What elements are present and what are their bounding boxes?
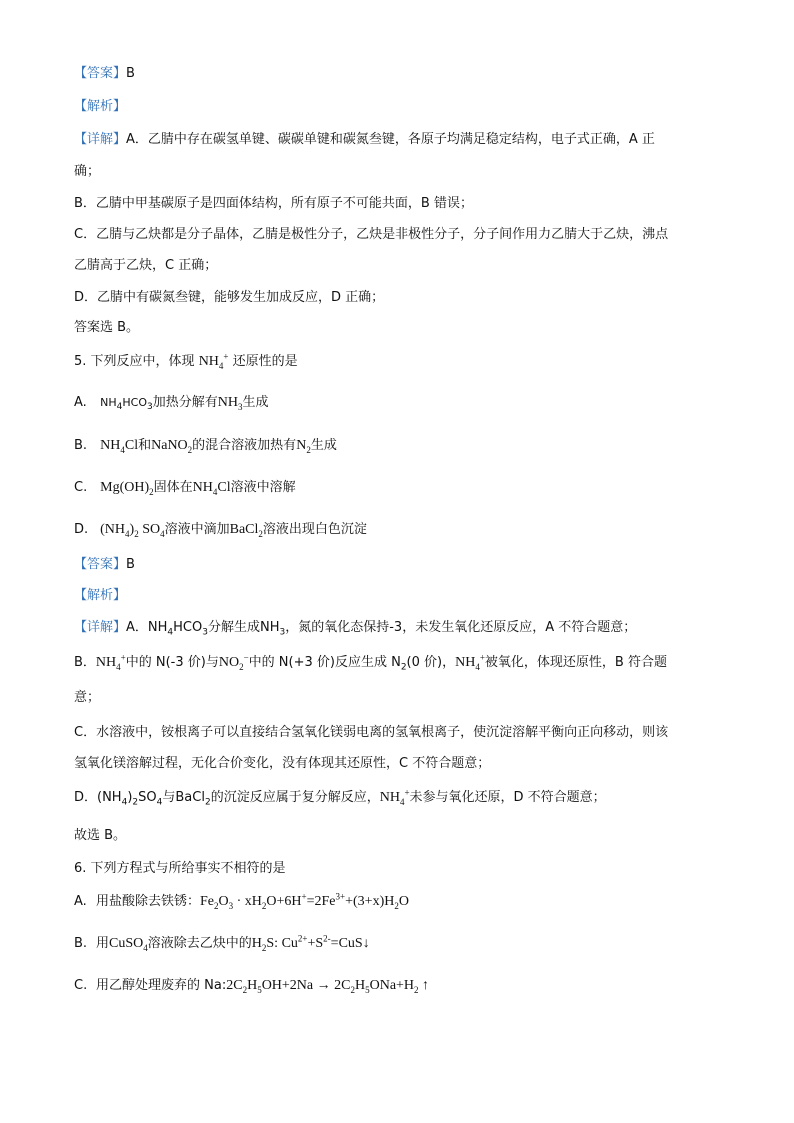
option-text: 用 xyxy=(96,936,110,951)
q5-stem-b: 还原性的是 xyxy=(232,354,298,369)
detail-text: 未参与氧化还原，D 不符合题意； xyxy=(409,790,606,805)
formula: $NH_4^+$ xyxy=(95,652,126,672)
equation: $H_2S$: $Cu^{2+}+S^{2-}=CuS↓$ xyxy=(251,933,370,953)
detail-line-2g: 故选 B。 xyxy=(74,828,127,843)
detail-text: 的沉淀反应属于复分解反应， xyxy=(210,790,380,805)
option-letter: C. xyxy=(74,480,88,495)
equation: $Fe_2O_3 \cdot xH_2O+6H^+=2Fe^{3+}+(3+x)H_2O$ xyxy=(200,891,409,911)
option-text: 溶液中溶解 xyxy=(230,480,296,495)
detail-text: 与 xyxy=(162,790,176,805)
detail-line-1c: B．乙腈中甲基碳原子是四面体结构，所有原子不可能共面，B 错误； xyxy=(74,196,473,211)
detail-text: 被氧化，体现还原性，B 符合题 xyxy=(484,655,667,670)
formula: $NH_4^+$ xyxy=(379,787,410,807)
detail-line-1d: C．乙腈与乙炔都是分子晶体，乙腈是极性分子，乙炔是非极性分子，分子间作用力乙腈大于乙炔，沸点 xyxy=(74,227,669,242)
detail-text: A． xyxy=(126,620,148,635)
option-text: 和 xyxy=(138,438,152,453)
detail-text: ，氮的氧化态保持-3，未发生氧化还原反应，A 不符合题意； xyxy=(285,620,637,635)
option-letter: C. xyxy=(74,978,88,993)
detail-text: D． xyxy=(74,790,98,805)
detail-text: A．乙腈中存在碳氢单键、碳碳单键和碳氮叁键，各原子均满足稳定结构，电子式正确，A 正 xyxy=(126,132,655,147)
detail-line-2f xyxy=(74,788,606,808)
option-text: 溶液中滴加 xyxy=(164,522,230,537)
detail-line-2c: 意； xyxy=(74,690,101,705)
q5-ion-nh4: $NH_4^+$ xyxy=(198,351,229,371)
analysis-line-2 xyxy=(74,586,126,606)
analysis-tag: 【解析】 xyxy=(74,588,127,603)
formula: $NO_2^-$ xyxy=(218,652,249,672)
formula: $NH_3$ xyxy=(217,395,243,412)
q6-option-a xyxy=(74,892,409,912)
formula: $(NH_4)_2SO_4$ xyxy=(97,790,163,808)
q5-option-c xyxy=(74,478,296,498)
analysis-line-1 xyxy=(74,97,126,117)
formula: $NH_4^+$ xyxy=(455,652,485,672)
detail-tag: 【详解】 xyxy=(74,620,127,635)
formula: $NH_3$ xyxy=(260,620,286,638)
formula: $NH_4Cl$ xyxy=(192,480,231,497)
formula: NaNO$_2$ xyxy=(151,438,193,455)
q5-option-a xyxy=(74,393,269,413)
detail-line-1f: D．乙腈中有碳氮叁键，能够发生加成反应，D 正确； xyxy=(74,290,385,305)
detail-line-2a xyxy=(74,618,636,638)
option-text: 溶液出现白色沉淀 xyxy=(262,522,367,537)
detail-line-1b: 确； xyxy=(74,164,101,179)
detail-text: 分解生成 xyxy=(207,620,260,635)
option-text: 生成 xyxy=(242,395,269,410)
detail-line-1a xyxy=(74,130,655,150)
answer-tag: 【答案】 xyxy=(74,66,127,81)
detail-line-2d: C．水溶液中，铵根离子可以直接结合氢氧化镁弱电离的氢氧根离子，使沉淀溶解平衡向正向移动，则该 xyxy=(74,725,669,740)
formula: $NH_4Cl$ xyxy=(100,438,139,455)
formula: $N_2$ xyxy=(296,438,311,455)
formula: $NH_4HCO_3$ xyxy=(147,620,208,638)
q6-option-c xyxy=(74,976,429,996)
answer-value: B xyxy=(126,66,135,81)
option-letter: B. xyxy=(74,438,88,453)
q5-option-b xyxy=(74,436,337,456)
formula: $Mg(OH)_2$ xyxy=(100,480,154,497)
q5-option-d xyxy=(74,520,367,540)
formula: BaCl$_2$ xyxy=(175,790,211,808)
detail-line-1g: 答案选 B。 xyxy=(74,320,140,335)
analysis-tag: 【解析】 xyxy=(74,99,127,114)
formula: CuSO$_4$ xyxy=(109,936,148,953)
detail-text: 中的 N(-3 价)与 xyxy=(125,655,219,670)
equation: $2C_2H_5OH+2Na \to 2C_2H_5ONa+H_2$ ↑ xyxy=(226,978,430,995)
option-letter: A. xyxy=(74,894,87,909)
formula: BaCl$_2$ xyxy=(229,522,263,539)
detail-text: (0 价)， xyxy=(406,655,456,670)
formula: $NH_4HCO_3$ xyxy=(100,396,153,413)
option-letter: D. xyxy=(74,522,89,537)
formula: $(NH_4)_2$ $SO_4$ xyxy=(100,522,165,539)
q6-option-b xyxy=(74,934,370,954)
detail-tag: 【详解】 xyxy=(74,132,127,147)
option-text: 加热分解有 xyxy=(152,395,218,410)
option-text: 用盐酸除去铁锈： xyxy=(96,894,201,909)
option-letter: A. xyxy=(74,395,87,410)
option-text: 用乙醇处理废弃的 Na: xyxy=(96,978,227,993)
question-6-stem: 6. 下列方程式与所给事实不相符的是 xyxy=(74,861,286,876)
option-text: 的混合溶液加热有 xyxy=(192,438,297,453)
question-5-stem xyxy=(74,352,298,372)
option-text: 生成 xyxy=(310,438,337,453)
answer-value: B xyxy=(126,557,135,572)
option-text: 溶液除去乙炔中的 xyxy=(147,936,252,951)
detail-line-1e: 乙腈高于乙炔，C 正确； xyxy=(74,258,218,273)
answer-line-2 xyxy=(74,555,135,575)
option-text: 固体在 xyxy=(153,480,193,495)
option-letter: B. xyxy=(74,936,88,951)
answer-tag: 【答案】 xyxy=(74,557,127,572)
q5-stem-a: 5. 下列反应中，体现 xyxy=(74,354,195,369)
detail-line-2b: B．$NH_4^+$中的 N(-3 价)与$NO_2^-$中的 N(+3 价)反应生成 $N_2(0$ 价)，$NH_4^+$被氧化，体现还原性，B 符合题 xyxy=(74,652,667,673)
detail-text: 中的 N(+3 价)反应生成 N xyxy=(248,655,401,670)
detail-line-2e: 氢氧化镁溶解过程，无化合价变化，没有体现其还原性，C 不符合题意； xyxy=(74,756,491,771)
detail-text: B． xyxy=(74,655,96,670)
answer-line-1 xyxy=(74,64,135,84)
